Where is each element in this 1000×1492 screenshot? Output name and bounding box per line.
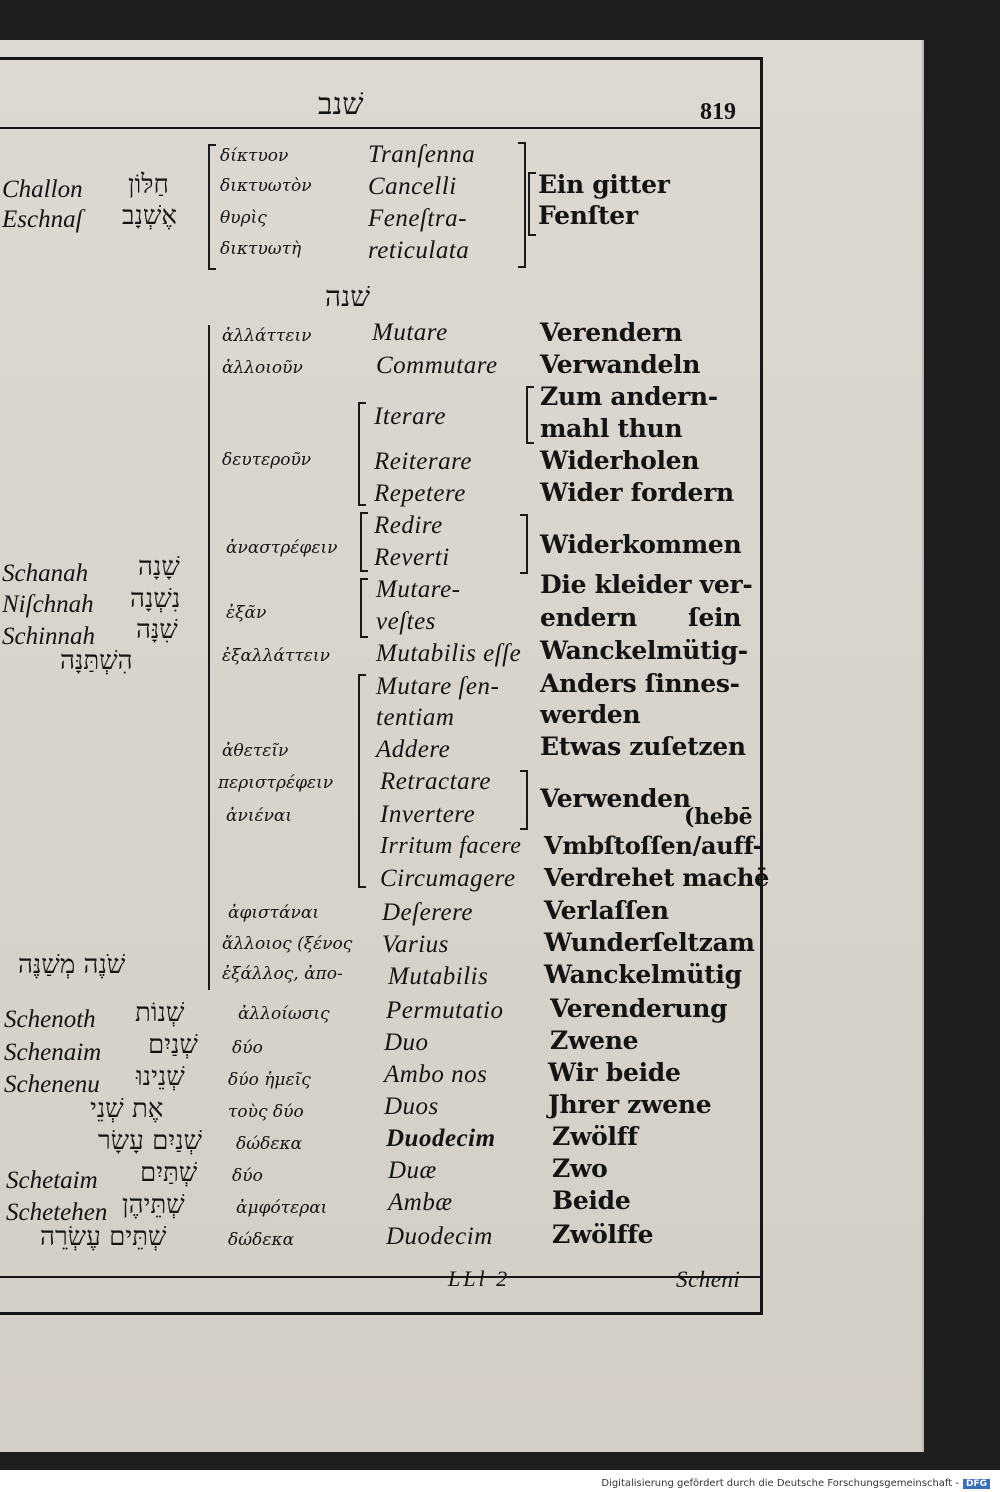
greek-line: περιστρέφειν: [218, 773, 334, 793]
german-line: Wider fordern: [540, 478, 734, 507]
latin-line: Duodecim: [386, 1125, 496, 1152]
signature-mark: LLl 2: [448, 1266, 511, 1291]
hebrew-challon: חַלּוֹן: [128, 170, 169, 200]
german-line: Ein gitter: [538, 170, 670, 199]
latin-line: veſtes: [376, 608, 436, 635]
latin-line: Duo: [384, 1029, 429, 1056]
translit-eschnaf: Eschnaſ: [2, 206, 83, 233]
greek-line: ἀφιστάναι: [228, 903, 320, 923]
brace-latin-mutare-sententiam: [358, 674, 366, 888]
german-line: mahl thun: [540, 414, 683, 443]
german-line: Etwas zuſetzen: [540, 732, 746, 761]
hebrew-schetaim: שְׁתַּיִם: [140, 1158, 198, 1188]
latin-line: Duos: [384, 1093, 439, 1120]
hebrew-schanah: שָׁנָה: [138, 552, 180, 582]
greek-line: δώδεκα: [236, 1134, 303, 1154]
greek-line: ἀλλάττειν: [222, 326, 312, 346]
german-line: Zwölffe: [552, 1220, 654, 1249]
latin-line: Invertere: [380, 801, 476, 828]
greek-line: ἀλλοίωσις: [238, 1004, 330, 1024]
greek-line: δικτυωτὴ: [220, 239, 302, 259]
german-line: Die kleider ver-: [540, 570, 753, 599]
latin-line: Circumagere: [380, 865, 516, 892]
greek-line: δύο: [232, 1038, 263, 1058]
latin-line: Reverti: [374, 544, 450, 571]
bracket-column: [208, 325, 210, 990]
catchword: Scheni: [676, 1267, 741, 1292]
hebrew-schenaim: שְׁנַיִם: [148, 1030, 198, 1060]
german-line: Zwene: [550, 1026, 639, 1055]
latin-line: Ambo nos: [384, 1061, 488, 1088]
german-line: Verendern: [540, 318, 683, 347]
german-line: Wanckelmütig-: [540, 636, 748, 665]
hebrew-schoneh-meschanneh: שֹׁנֶה מְשַׁנֶּה: [18, 950, 126, 980]
page-number: 819: [700, 99, 736, 125]
translit-nischnah: Niſchnah: [2, 591, 94, 618]
hebrew-et-schene: אֶת שְׁנֵי: [90, 1094, 164, 1124]
hebrew-schenenu: שְׁנֵינוּ: [136, 1062, 185, 1092]
greek-line: δύο: [232, 1166, 263, 1186]
latin-line: Reiterare: [374, 448, 472, 475]
greek-line: θυρὶς: [220, 208, 267, 228]
hebrew-schetehen: שְׁתֵּיהֶן: [122, 1190, 185, 1220]
latin-line: Feneſtra-: [368, 205, 467, 232]
latin-line: Tranſenna: [368, 141, 476, 168]
greek-line: ἀθετεῖν: [222, 741, 289, 761]
greek-line: ἐξαλλάττειν: [222, 646, 330, 666]
greek-line: δίκτυον: [220, 146, 289, 166]
translit-schetaim: Schetaim: [6, 1167, 98, 1194]
german-line: werden: [540, 700, 641, 729]
greek-line: ἄλλοιος (ξένος: [222, 934, 353, 954]
latin-line: tentiam: [376, 704, 455, 731]
latin-line: Duodecim: [386, 1223, 493, 1250]
german-line: Zwölff: [552, 1122, 638, 1151]
section-head-hebrew: שׁנה: [325, 280, 371, 313]
footer-rule: [0, 1276, 760, 1278]
greek-line: ἐξάλλος, ἀπο-: [222, 964, 343, 984]
hebrew-eschnaf: אֶשְׁנָב: [122, 201, 177, 231]
latin-line: Retractare: [380, 768, 491, 795]
translit-schenenu: Schenenu: [4, 1071, 100, 1098]
hebrew-schetem-esreh: שְׁתֵּים עֶשְׂרֵה: [40, 1222, 167, 1252]
greek-line: ἀναστρέφειν: [226, 538, 338, 558]
german-line: Zum andern-: [540, 382, 718, 411]
dfg-logo-icon: DFG: [963, 1479, 990, 1489]
latin-line: reticulata: [368, 237, 470, 264]
german-line: Wunderſeltzam: [544, 928, 755, 957]
hebrew-schinnah: שִׁנָּה: [136, 615, 178, 645]
german-line: Fenſter: [538, 201, 638, 230]
brace-latin-redire: [360, 512, 368, 572]
german-line: Vmbſtoſſen/auff-: [544, 831, 763, 860]
german-line: Verwenden: [540, 784, 691, 813]
greek-line: ἀλλοιοῦν: [222, 358, 303, 378]
brace-latin-mutare-vestes: [360, 578, 368, 638]
hebrew-hischtannah: הִשְׁתַּנָּה: [60, 646, 133, 676]
digitization-credit: [601, 1478, 990, 1489]
greek-line: δικτυωτὸν: [220, 176, 312, 196]
latin-line: Ambæ: [388, 1189, 453, 1216]
greek-line: ἀνιέναι: [226, 806, 293, 826]
german-line: Beide: [552, 1186, 631, 1215]
german-line: Wir beide: [548, 1058, 681, 1087]
latin-line: Commutare: [376, 352, 498, 379]
greek-line: δύο ἡμεῖς: [228, 1070, 311, 1090]
translit-schanah: Schanah: [2, 560, 89, 587]
german-line: endern: [540, 603, 638, 632]
latin-line: Deſerere: [382, 899, 473, 926]
german-line: Verlaſſen: [544, 896, 669, 925]
german-line: Jhrer zwene: [548, 1090, 712, 1119]
translit-schetehen: Schetehen: [6, 1199, 108, 1226]
latin-line: Iterare: [374, 403, 446, 430]
brace-german-1: [528, 172, 536, 236]
latin-line: Duæ: [388, 1157, 437, 1184]
credit-text: Digitalisierung gefördert durch die Deutsche Forschungsgemeinschaft -: [601, 1478, 959, 1489]
german-line: ſein: [688, 603, 742, 632]
german-line: Verwandeln: [540, 350, 701, 379]
brace-latin-1: [518, 142, 526, 268]
greek-line: δευτεροῦν: [222, 450, 312, 470]
latin-line: Mutare-: [376, 576, 461, 603]
german-line: Zwo: [552, 1154, 608, 1183]
hebrew-schenaim-asar: שְׁנַיִם עָשָׂר: [98, 1126, 203, 1156]
latin-line: Permutatio: [386, 997, 504, 1024]
translit-schenaim: Schenaim: [4, 1039, 102, 1066]
latin-line: Repetere: [374, 480, 466, 507]
german-line: Verdrehet machē: [544, 863, 769, 892]
latin-line: Varius: [382, 931, 449, 958]
header-rule: [0, 127, 760, 129]
brace-widerkommen: [520, 514, 528, 574]
german-line: Widerkommen: [540, 530, 742, 559]
running-head-hebrew: שׁנב: [318, 87, 364, 122]
latin-line: Mutare ſen-: [376, 673, 500, 700]
hebrew-schenoth: שְׁנוֹת: [135, 998, 185, 1028]
latin-line: Mutare: [372, 319, 448, 346]
brace-german-zum-andern: [526, 386, 534, 444]
german-line: Widerholen: [540, 446, 700, 475]
latin-line: Irritum facere: [380, 833, 522, 859]
brace-greek-1: [208, 144, 216, 270]
brace-verwenden: [520, 770, 528, 830]
german-line: (hebē: [684, 804, 753, 830]
greek-line: δώδεκα: [228, 1230, 295, 1250]
translit-schinnah: Schinnah: [2, 623, 96, 650]
translit-challon: Challon: [2, 176, 83, 203]
latin-line: Cancelli: [368, 173, 457, 200]
brace-latin-iterare: [358, 402, 366, 506]
greek-line: ἀμφότεραι: [236, 1198, 328, 1218]
latin-line: Mutabilis eſſe: [376, 640, 522, 667]
greek-line: τοὺς δύο: [228, 1102, 304, 1122]
german-line: Anders ſinnes-: [540, 669, 740, 698]
latin-line: Redire: [374, 512, 443, 539]
hebrew-nischnah: נִשְׁנָה: [130, 584, 181, 614]
latin-line: Mutabilis: [388, 963, 489, 990]
latin-line: Addere: [376, 736, 451, 763]
translit-schenoth: Schenoth: [4, 1006, 96, 1033]
german-line: Verenderung: [550, 994, 728, 1023]
greek-line: ἐξᾶν: [226, 603, 267, 623]
german-line: Wanckelmütig: [544, 960, 742, 989]
